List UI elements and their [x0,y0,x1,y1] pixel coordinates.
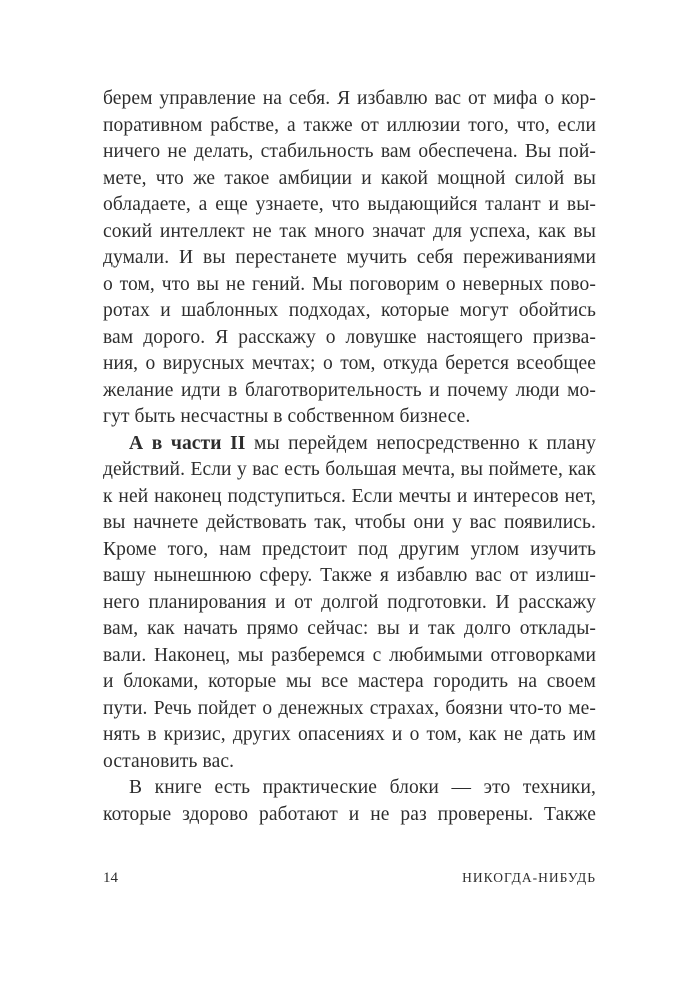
text-line: ротах и шаблонных подходах, которые могут обойтись [103,300,596,321]
text-line: вашу нынешнюю сферу. Также я избавлю вас от излиш- [103,565,596,586]
text-line: него планирования и от долгой подготовки. И расскажу [103,591,596,613]
text-line: мете, что же такое амбиции и какой мощной силой вы [103,167,596,189]
text-line: В книге есть практические блоки — это техники, [129,777,596,798]
text-line: которые здорово работают и не раз проверены. Также [103,803,596,825]
text-line: желание идти в благотворительность и почему люди мо- [103,379,596,401]
text-line: сокий интеллект не так много значат для успеха, как вы [103,220,596,242]
paragraph [103,431,596,776]
text-line: к ней наконец подступиться. Если мечты и интересов нет, [103,485,596,507]
text-line: остановить вас. [103,750,235,772]
text-line: о том, что вы не гений. Мы поговорим о неверных пово- [103,273,596,295]
text-line: ничего не делать, стабильность вам обеспечена. Вы пой- [103,141,596,162]
text-line [103,431,596,458]
running-title: НИКОГДА-НИБУДЬ [462,870,596,885]
text-line: вы начнете действовать так, чтобы они у вас появились. [103,512,596,533]
text-line: действий. Если у вас есть большая мечта, вы поймете, как [103,459,596,480]
page-text [103,86,596,828]
text-line: вали. Наконец, мы разберемся с любимыми отговорками [103,644,596,666]
bold-text-segment: А в части II [129,432,246,454]
text-line: пути. Речь пойдет о денежных страхах, боязни что-то ме- [103,697,596,719]
text-line: Кроме того, нам предстоит под другим углом изучить [103,538,596,560]
text-line: поративном рабстве, а также от иллюзии того, что, если [103,114,596,136]
text-line: вам, как начать прямо сейчас: вы и так долго отклады- [103,618,596,639]
text-line: вам дорого. Я расскажу о ловушке настоящего призва- [103,326,596,348]
page-footer [103,870,596,887]
text-line: берем управление на себя. Я избавлю вас от мифа о кор- [103,88,596,109]
paragraph [103,775,596,828]
text-line: и блоками, которые мы все мастера городить на своем [103,671,596,692]
text-line: думали. И вы перестанете мучить себя переживаниями [103,247,596,268]
text-line: ния, о вирусных мечтах; о том, откуда берется всеобщее [103,353,596,374]
paragraph [103,86,596,431]
text-line: нять в кризис, других опасениях и о том, как не дать им [103,724,596,745]
text-line: гут быть несчастны в собственном бизнесе. [103,406,471,427]
text-segment: мы перейдем непосредственно к плану [245,432,596,454]
page-number: 14 [103,870,118,886]
text-line: обладаете, а еще узнаете, что выдающийся талант и вы- [103,194,596,215]
